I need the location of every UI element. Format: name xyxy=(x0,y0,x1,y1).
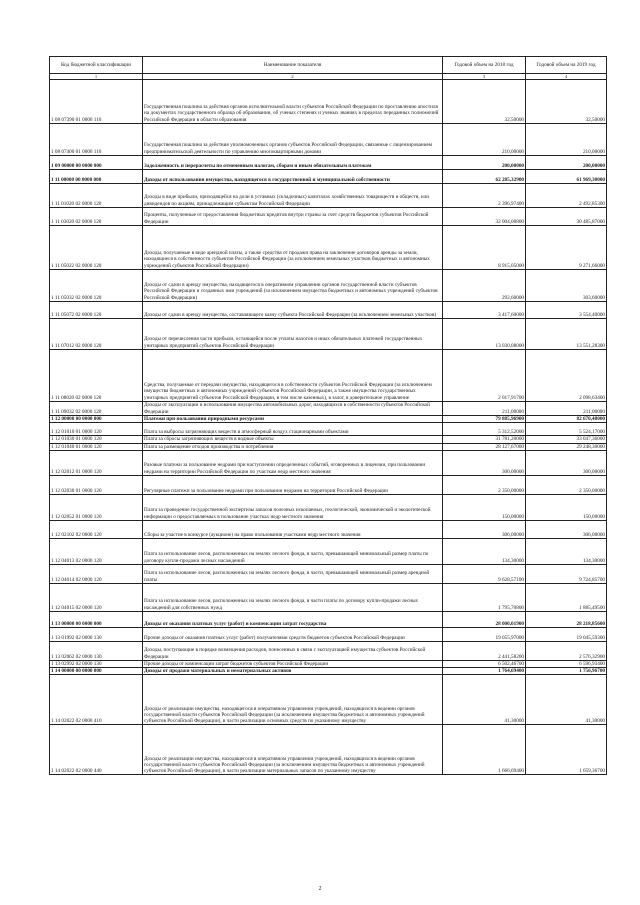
name-cell: Доходы, получаемые в виде арендной платы, а также средства от продажи права на заключение договоров аренды за земли, находящиеся в собственности субъектов Российской Федерации (за исключением земельных участков бюджетных и автономных учреждений субъектов Российской Федерации) xyxy=(143,226,443,270)
code-cell: 1 12 02052 01 0000 120 xyxy=(50,494,143,520)
code-cell: 1 12 01030 01 0000 120 xyxy=(50,436,143,443)
value-2018-cell: 62 285,32900 xyxy=(443,170,526,184)
code-cell: 1 13 02992 02 0000 130 xyxy=(50,660,143,667)
value-2018-cell: 28 000,01900 xyxy=(443,611,526,627)
value-2019-cell: 41,30000 xyxy=(526,675,607,725)
value-2019-cell: 306,00000 xyxy=(526,520,607,538)
table-row xyxy=(50,627,607,641)
value-2019-cell: 5 524,17000 xyxy=(526,423,607,436)
code-cell: 1 14 00000 00 0000 000 xyxy=(50,668,143,675)
table-row xyxy=(50,350,607,402)
table-row xyxy=(50,124,607,156)
table-row xyxy=(50,675,607,725)
code-cell: 1 14 02022 02 0000 440 xyxy=(50,725,143,775)
name-cell: Плата за использование лесов, расположенных на землях лесного фонда, в части, превышающей минимальный размер арендной платы xyxy=(143,564,443,583)
name-cell: Доходы от реализации имущества, находящегося в оперативном управлении учреждений, находящихся в ведении органов государственной власти субъектов Российской Федерации (за исключением имущества бюджетных и автономных учреждений субъектов Российской Федерации), в части реализации основных средств по указанному имуществу xyxy=(143,675,443,725)
column-number: 1 xyxy=(50,74,143,80)
value-2019-cell: 134,30000 xyxy=(526,538,607,564)
name-cell: Прочие доходы от компенсации затрат бюджетов субъектов Российской Федерации xyxy=(143,660,443,667)
value-2019-cell: 300,00000 xyxy=(526,450,607,475)
name-cell: Плата за выбросы загрязняющих веществ в атмосферный воздух стационарными объектами xyxy=(143,423,443,436)
value-2018-cell: 200,00000 xyxy=(443,156,526,170)
value-2019-cell: 150,00000 xyxy=(526,494,607,520)
name-cell: Государственная пошлина за действия уполномоченных органов субъектов Российской Федерации, связанные с лицензированием предпринимательской деятельности по управлению многоквартирными домами xyxy=(143,124,443,156)
name-cell: Доходы от оказания платных услуг (работ) и компенсации затрат государства xyxy=(143,611,443,627)
header-code: Код бюджетной классификации xyxy=(50,57,143,74)
value-2018-cell: 1 764,69400 xyxy=(443,668,526,675)
column-number: 3 xyxy=(443,74,526,80)
value-2019-cell: 82 670,48000 xyxy=(526,416,607,423)
code-cell: 1 13 02062 02 0000 130 xyxy=(50,641,143,660)
value-2019-cell: 200,00000 xyxy=(526,156,607,170)
name-cell: Доходы от перечисления части прибыли, остающейся после уплаты налогов и иных обязательных платежей государственных унитарных предприятий субъектов Российской Федерации xyxy=(143,319,443,350)
table-row xyxy=(50,80,607,124)
code-cell: 1 11 05072 02 0000 120 xyxy=(50,302,143,319)
column-number: 4 xyxy=(526,74,607,80)
value-2018-cell: 1 795,70800 xyxy=(443,583,526,611)
page-number: 2 xyxy=(318,886,322,892)
code-cell: 1 11 09032 02 0000 120 xyxy=(50,402,143,416)
name-cell: Плата за проведение государственной экспертизы запасов полезных ископаемых, геологической, экономической и экологической информации о предоставляемых в пользование участках недр местного значения xyxy=(143,494,443,520)
value-2019-cell: 303,60000 xyxy=(526,270,607,302)
header-2018: Годовой объем на 2018 год xyxy=(443,57,526,74)
value-2018-cell: 6 502,46700 xyxy=(443,660,526,667)
code-cell: 1 09 00000 00 0000 000 xyxy=(50,156,143,170)
table-row xyxy=(50,319,607,350)
table-row xyxy=(50,660,607,667)
value-2019-cell: 2 350,00000 xyxy=(526,475,607,494)
value-2019-cell: 13 551,28300 xyxy=(526,319,607,350)
table-row xyxy=(50,494,607,520)
name-cell: Плата за сбросы загрязняющих веществ в водные объекты xyxy=(143,436,443,443)
value-2018-cell: 2 441,58200 xyxy=(443,641,526,660)
table-row xyxy=(50,641,607,660)
name-cell: Плата за размещение отходов производства и потребления xyxy=(143,443,443,450)
name-cell: Государственная пошлина за действия органов исполнительной власти субъектов Российской Федерации по проставлению апостиля на документах государственного образца об образовании, об ученых степенях и ученых званиях в пределах переданных полномочий Российской Федерации в области образования xyxy=(143,80,443,124)
value-2018-cell: 211,00000 xyxy=(443,402,526,416)
table-body xyxy=(50,80,607,775)
code-cell: 1 11 05032 02 0000 120 xyxy=(50,270,143,302)
value-2018-cell: 300,00000 xyxy=(443,450,526,475)
value-2018-cell: 9 628,57100 xyxy=(443,564,526,583)
table-row xyxy=(50,402,607,416)
value-2018-cell: 2 350,00000 xyxy=(443,475,526,494)
value-2019-cell: 2 576,32900 xyxy=(526,641,607,660)
budget-revenue-table xyxy=(49,56,607,775)
code-cell: 1 11 05022 02 0000 120 xyxy=(50,226,143,270)
name-cell: Доходы от реализации имущества, находящегося в оперативном управлении учреждений, находящихся в ведении органов государственной власти субъектов Российской Федерации (за исключением имущества бюджетных и автономных учреждений субъектов Российской Федерации), в части реализации материальных запасов по указанному имуществу xyxy=(143,725,443,775)
name-cell: Доходы в виде прибыли, приходящейся на доли в уставных (складочных) капиталах хозяйственных товариществ и обществ, или дивидендов по акциям, принадлежащим субъектам Российской Федерации xyxy=(143,184,443,208)
value-2019-cell: 1 659,36700 xyxy=(526,725,607,775)
value-2019-cell: 211,00000 xyxy=(526,402,607,416)
code-cell: 1 12 02030 01 0000 120 xyxy=(50,475,143,494)
name-cell: Проценты, полученные от предоставления бюджетных кредитов внутри страны за счет средств бюджетов субъектов Российской Федерации xyxy=(143,208,443,226)
name-cell: Средства, получаемые от передачи имущества, находящегося в собственности субъектов Российской Федерации (за исключением имущества бюджетных и автономных учреждений субъектов Российской Федерации, а также имущества государственных унитарных предприятий субъектов Российской Федерации, в том числе казенных), в залог, в доверительное управление xyxy=(143,350,443,402)
table-header-row xyxy=(50,57,607,74)
value-2018-cell: 210,00000 xyxy=(443,124,526,156)
table-row xyxy=(50,436,607,443)
name-cell: Доходы от использования имущества, находящегося в государственной и муниципальной собственности xyxy=(143,170,443,184)
table-row xyxy=(50,226,607,270)
table-row xyxy=(50,302,607,319)
table-row xyxy=(50,564,607,583)
table-row xyxy=(50,668,607,675)
value-2019-cell: 28 218,85600 xyxy=(526,611,607,627)
value-2019-cell: 1 756,96700 xyxy=(526,668,607,675)
code-cell: 1 12 04015 02 0000 120 xyxy=(50,583,143,611)
name-cell: Платежи при пользовании природными ресурсами xyxy=(143,416,443,423)
value-2018-cell: 3 417,60000 xyxy=(443,302,526,319)
code-cell: 1 12 00000 00 0000 000 xyxy=(50,416,143,423)
table-row xyxy=(50,520,607,538)
name-cell: Сборы за участие в конкурсе (аукционе) на право пользования участками недр местного значения xyxy=(143,520,443,538)
code-cell: 1 12 01040 01 0000 120 xyxy=(50,443,143,450)
table-row xyxy=(50,538,607,564)
column-number: 2 xyxy=(143,74,443,80)
value-2019-cell: 6 596,93400 xyxy=(526,660,607,667)
value-2019-cell: 29 248,30000 xyxy=(526,443,607,450)
value-2018-cell: 2 017,91700 xyxy=(443,350,526,402)
name-cell: Доходы от сдачи в аренду имущества, составляющего казну субъекта Российской Федерации (за исключением земельных участков) xyxy=(143,302,443,319)
value-2018-cell: 19 055,97000 xyxy=(443,627,526,641)
value-2018-cell: 306,00000 xyxy=(443,520,526,538)
name-cell: Разовые платежи за пользование недрами при наступлении определенных событий, оговоренных в лицензии, при пользовании недрами на территории Российской Федерации по участкам недр местного значения xyxy=(143,450,443,475)
table-row xyxy=(50,583,607,611)
header-2019: Годовой объем на 2019 год xyxy=(526,57,607,74)
value-2018-cell: 2 396,97400 xyxy=(443,184,526,208)
table-row xyxy=(50,156,607,170)
value-2019-cell: 61 969,30000 xyxy=(526,170,607,184)
value-2018-cell: 8 915,05000 xyxy=(443,226,526,270)
code-cell: 1 11 08020 02 0000 120 xyxy=(50,350,143,402)
value-2019-cell: 9 271,66000 xyxy=(526,226,607,270)
value-2019-cell: 19 045,59300 xyxy=(526,627,607,641)
name-cell: Задолженность и перерасчеты по отмененным налогам, сборам и иным обязательным платежам xyxy=(143,156,443,170)
value-2019-cell: 3 554,40000 xyxy=(526,302,607,319)
value-2018-cell: 292,60000 xyxy=(443,270,526,302)
name-cell: Плата за использование лесов, расположенных на землях лесного фонда, в части, превышающей минимальный размер платы по договору купли-продажи лесных насаждений xyxy=(143,538,443,564)
table-row xyxy=(50,611,607,627)
value-2019-cell: 210,00000 xyxy=(526,124,607,156)
value-2018-cell: 41,30000 xyxy=(443,675,526,725)
code-cell: 1 08 07390 01 0000 110 xyxy=(50,80,143,124)
value-2018-cell: 32,50000 xyxy=(443,80,526,124)
name-cell: Доходы от эксплуатации и использования имущества автомобильных дорог, находящихся в собственности субъектов Российской Федерации xyxy=(143,402,443,416)
code-cell: 1 12 02102 02 0000 120 xyxy=(50,520,143,538)
name-cell: Доходы, поступающие в порядке возмещения расходов, понесенных в связи с эксплуатацией имущества субъектов Российской Федерации xyxy=(143,641,443,660)
code-cell: 1 13 00000 00 0000 000 xyxy=(50,611,143,627)
table-row xyxy=(50,170,607,184)
code-cell: 1 14 02022 02 0000 410 xyxy=(50,675,143,725)
value-2018-cell: 150,00000 xyxy=(443,494,526,520)
code-cell: 1 12 04014 02 0000 120 xyxy=(50,564,143,583)
name-cell: Доходы от продажи материальных и нематериальных активов xyxy=(143,668,443,675)
table-row xyxy=(50,184,607,208)
table-row xyxy=(50,270,607,302)
value-2018-cell: 32 004,00800 xyxy=(443,208,526,226)
value-2019-cell: 33 047,36000 xyxy=(526,436,607,443)
value-2018-cell: 5 312,52000 xyxy=(443,423,526,436)
code-cell: 1 12 02012 01 0000 120 xyxy=(50,450,143,475)
name-cell: Доходы от сдачи в аренду имущества, находящегося в оперативном управлении органов государственной власти субъектов Российской Федерации и созданных ими учреждений (за исключением имущества бюджетных и автономных учреждений субъектов Российской Федерации) xyxy=(143,270,443,302)
code-cell: 1 11 03020 02 0000 120 xyxy=(50,208,143,226)
code-cell: 1 11 07012 02 0000 120 xyxy=(50,319,143,350)
value-2019-cell: 30 485,87000 xyxy=(526,208,607,226)
value-2019-cell: 2 492,85300 xyxy=(526,184,607,208)
name-cell: Прочие доходы от оказания платных услуг (работ) получателями средств бюджетов субъектов Российской Федерации xyxy=(143,627,443,641)
code-cell: 1 12 04013 02 0000 120 xyxy=(50,538,143,564)
value-2018-cell: 13 030,08000 xyxy=(443,319,526,350)
value-2019-cell: 9 724,85700 xyxy=(526,564,607,583)
value-2018-cell: 79 885,96900 xyxy=(443,416,526,423)
name-cell: Регулярные платежи за пользование недрами при пользовании недрами на территории Российской Федерации xyxy=(143,475,443,494)
table-row xyxy=(50,475,607,494)
value-2018-cell: 1 666,69400 xyxy=(443,725,526,775)
value-2018-cell: 31 781,20000 xyxy=(443,436,526,443)
code-cell: 1 11 01020 02 0000 120 xyxy=(50,184,143,208)
code-cell: 1 11 00000 00 0000 000 xyxy=(50,170,143,184)
table-row xyxy=(50,450,607,475)
table-row xyxy=(50,416,607,423)
table-row xyxy=(50,725,607,775)
code-cell: 1 12 01010 01 0000 120 xyxy=(50,423,143,436)
value-2019-cell: 1 885,49500 xyxy=(526,583,607,611)
code-cell: 1 08 07400 01 0000 110 xyxy=(50,124,143,156)
table-row xyxy=(50,423,607,436)
value-2019-cell: 2 098,63400 xyxy=(526,350,607,402)
header-name: Наименование показателя xyxy=(143,57,443,74)
name-cell: Плата за использование лесов, расположенных на землях лесного фонда, в части платы по договору купли-продажи лесных насаждений для собственных нужд xyxy=(143,583,443,611)
value-2018-cell: 28 127,67000 xyxy=(443,443,526,450)
value-2019-cell: 32,50000 xyxy=(526,80,607,124)
code-cell: 1 13 01992 02 0000 130 xyxy=(50,627,143,641)
table-row xyxy=(50,208,607,226)
table-row xyxy=(50,443,607,450)
value-2018-cell: 134,30000 xyxy=(443,538,526,564)
